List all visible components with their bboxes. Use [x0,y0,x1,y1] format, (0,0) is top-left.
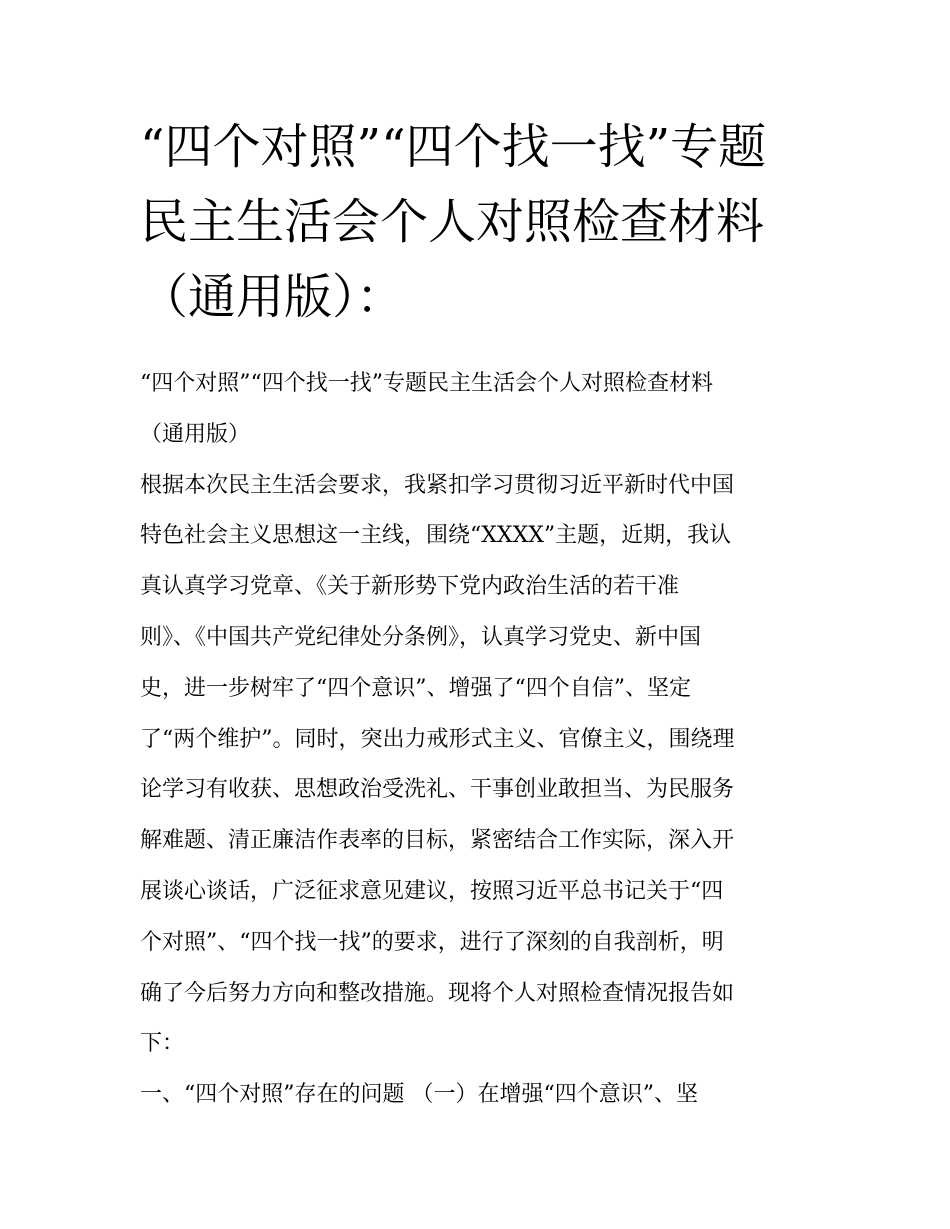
document-body [140,359,820,1121]
paragraph-line: 个对照”、“四个找一找”的要求，进行了深刻的自我剖析，明 [140,929,724,955]
paragraph-line: 根据本次民主生活会要求，我紧扣学习贯彻习近平新时代中国 [140,472,735,498]
paragraph-line: 特色社会主义思想这一主线，围绕“XXXX”主题，近期，我认 [140,523,732,549]
title-line-2: 民主生活会个人对照检查材料 [140,194,765,250]
title-line-1: “四个对照”“四个找一找”专题 [140,119,767,175]
title-line-3: （通用版）： [140,269,405,325]
section-heading-line: 一、“四个对照”存在的问题 （一）在增强“四个意识”、坚 [140,1082,698,1108]
paragraph-line: 史，进一步树牢了“四个意识”、增强了“四个自信”、坚定 [140,675,691,701]
paragraph-line: 展谈心谈话，广泛征求意见建议，按照习近平总书记关于“四 [140,878,724,904]
paragraph-line: 论学习有收获、思想政治受洗礼、干事创业敢担当、为民服务 [140,777,735,803]
paragraph-line: 了“两个维护”。同时，突出力戒形式主义、官僚主义，围绕理 [140,726,735,752]
paragraph-line: 真认真学习党章、《关于新形势下党内政治生活的若干准 [140,574,680,600]
paragraph-line: 下： [140,1031,185,1057]
document-title [140,110,820,335]
paragraph-line: 确了今后努力方向和整改措施。现将个人对照检查情况报告如 [140,980,735,1006]
subtitle-line-1: “四个对照”“四个找一找”专题民主生活会个人对照检查材料 [140,371,713,396]
subtitle-line-2: （通用版） [140,421,251,447]
paragraph-line: 则》、《中国共产党纪律处分条例》，认真学习党史、新中国 [140,624,702,650]
paragraph-line: 解难题、清正廉洁作表率的目标，紧密结合工作实际，深入开 [140,828,735,854]
